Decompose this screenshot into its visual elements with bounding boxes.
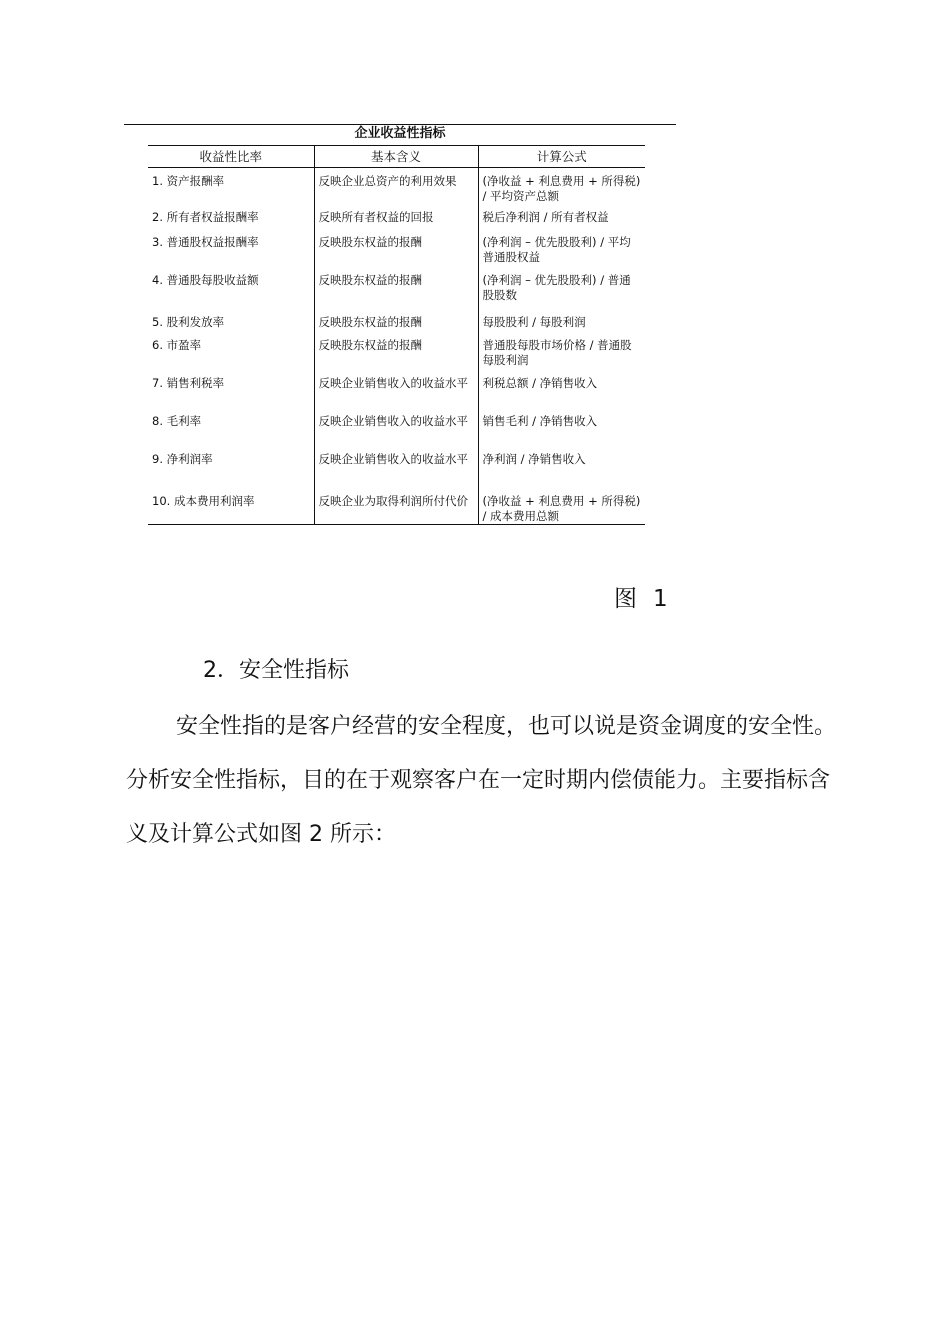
formula-cell: 销售毛利 / 净销售收入: [478, 408, 645, 446]
header-formula: 计算公式: [478, 146, 645, 168]
meaning-cell: 反映企业总资产的利用效果: [314, 168, 478, 205]
figure-title: 企业收益性指标: [354, 126, 446, 141]
ratio-cell: 7. 销售利税率: [152, 376, 225, 390]
indicator-table: [148, 145, 645, 525]
table-row: [148, 332, 645, 370]
formula-cell: 净利润 / 净销售收入: [478, 446, 645, 488]
ratio-cell: 4. 普通股每股收益额: [152, 273, 259, 287]
formula-cell: (净利润 – 优先股股利) / 普通股股数: [478, 267, 645, 309]
table-row: [148, 168, 645, 205]
ratio-cell: 3. 普通股权益报酬率: [152, 235, 259, 249]
ratio-cell: 5. 股利发放率: [152, 315, 225, 329]
section-paragraph-text: 安全性指的是客户经营的安全程度，也可以说是资金调度的安全性。分析安全性指标，目的在于观察客户在一定时期内偿债能力。主要指标含义及计算公式如图 2 所示：: [126, 714, 837, 847]
table-row: [148, 370, 645, 408]
formula-cell: 利税总额 / 净销售收入: [478, 370, 645, 408]
table-header-row: [148, 146, 645, 168]
meaning-cell: 反映所有者权益的回报: [314, 204, 478, 229]
meaning-cell: 反映股东权益的报酬: [314, 229, 478, 267]
table-row: [148, 229, 645, 267]
meaning-cell: 反映企业为取得利润所付代价: [314, 488, 478, 525]
figure-caption-label: 图: [614, 586, 639, 612]
formula-cell: (净收益 + 利息费用 + 所得税) / 平均资产总额: [478, 168, 645, 205]
figure-caption-number: 1: [653, 586, 670, 612]
section-heading: 2．安全性指标: [203, 658, 349, 683]
table-row: [148, 309, 645, 332]
table-row: [148, 488, 645, 525]
meaning-cell: 反映股东权益的报酬: [314, 267, 478, 309]
section-paragraph: [126, 700, 846, 862]
formula-cell: 普通股每股市场价格 / 普通股每股利润: [478, 332, 645, 370]
header-meaning: 基本含义: [314, 146, 478, 168]
ratio-cell: 8. 毛利率: [152, 414, 202, 428]
formula-cell: 税后净利润 / 所有者权益: [478, 204, 645, 229]
formula-cell: (净收益 + 利息费用 + 所得税) / 成本费用总额: [478, 488, 645, 525]
table-row: [148, 267, 645, 309]
ratio-cell: 10. 成本费用利润率: [148, 488, 314, 525]
meaning-cell: 反映股东权益的报酬: [314, 309, 478, 332]
meaning-cell: 反映企业销售收入的收益水平: [314, 408, 478, 446]
table-row: [148, 408, 645, 446]
header-ratio: 收益性比率: [148, 146, 314, 168]
ratio-cell: 1. 资产报酬率: [152, 174, 225, 188]
meaning-cell: 反映企业销售收入的收益水平: [314, 446, 478, 488]
table-row: [148, 446, 645, 488]
ratio-cell: 9. 净利润率: [152, 452, 213, 466]
figure-caption: [614, 580, 670, 613]
ratio-cell: 2. 所有者权益报酬率: [152, 210, 259, 224]
ratio-cell: 6. 市盈率: [152, 338, 202, 352]
meaning-cell: 反映企业销售收入的收益水平: [314, 370, 478, 408]
formula-cell: (净利润 – 优先股股利) / 平均普通股权益: [478, 229, 645, 267]
table-row: [148, 204, 645, 229]
formula-cell: 每股股利 / 每股利润: [478, 309, 645, 332]
meaning-cell: 反映股东权益的报酬: [314, 332, 478, 370]
